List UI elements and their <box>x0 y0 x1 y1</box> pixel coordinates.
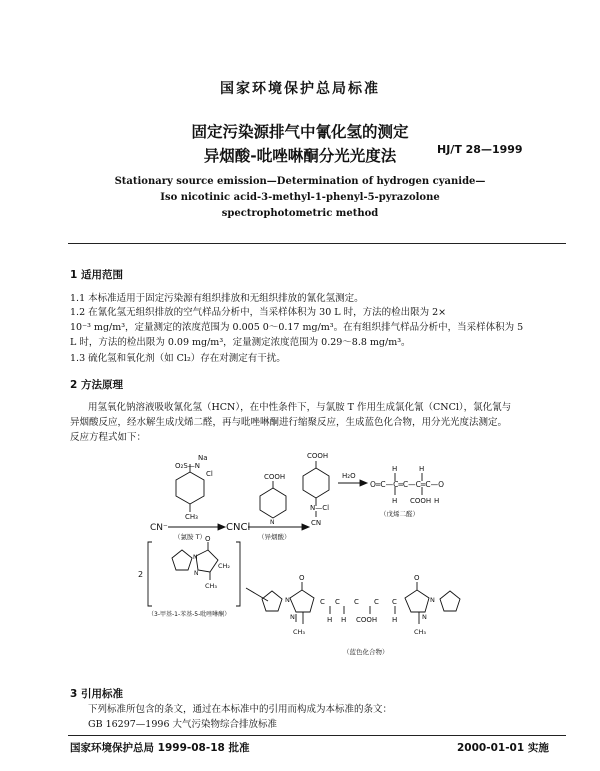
title-divider <box>68 243 566 244</box>
chloramine-t-caption: （氯胺 T） <box>174 533 207 541</box>
chain-c-1: C <box>320 598 325 606</box>
english-title-3: spectrophotometric method <box>221 208 379 219</box>
glutacon-caption: （戊烯二醛） <box>380 510 419 518</box>
h-label-bottom-3: H <box>434 497 440 505</box>
pyrazolone-ring <box>196 550 218 572</box>
cooh-label-1: COOH <box>264 473 286 481</box>
phenyl-ring-reagent <box>172 550 192 570</box>
n-label-reagent-1: N <box>193 554 198 561</box>
oxo-label-reagent: O <box>205 535 211 543</box>
clause-1-2-line-a: 1.2 在氰化氢无组织排放的空气样品分析中，当采样体积为 30 L 时，方法的检出限为 2× <box>70 307 447 318</box>
h-label-product-2: H <box>341 616 347 624</box>
reaction-arrow-1 <box>218 524 225 530</box>
title-line-1: 固定污染源排气中氰化氢的测定 <box>191 123 409 141</box>
n-label-right-1: N <box>430 596 435 604</box>
pyridine-ring-isonicotinic <box>260 488 286 518</box>
chloro-label-1: Cl <box>206 470 213 478</box>
implementation-date: 2000-01-01 实施 <box>457 742 549 754</box>
methyl-label-right: CH₃ <box>414 628 427 636</box>
pyridinium-ring <box>303 468 329 498</box>
cyanogen-chloride-label: CNCl <box>226 522 251 533</box>
clause-1-2-line-b: 10⁻³ mg/m³，定量测定的浓度范围为 0.005 0～0.17 mg/m³。在有组织排气样品分析中，当采样体积为 5 <box>70 322 524 333</box>
reaction-arrow-3 <box>360 480 367 486</box>
reference-gb16297: GB 16297—1996 大气污染物综合排放标准 <box>88 719 278 730</box>
footer-divider <box>68 735 566 736</box>
section-3-heading: 3 引用标准 <box>70 688 123 700</box>
principle-line-c: 反应方程式如下： <box>70 432 147 443</box>
cooh-label-product: COOH <box>356 616 378 624</box>
chain-c-4: C <box>374 598 379 606</box>
n-label-left-1: N <box>285 596 290 604</box>
h-label-bottom-1: H <box>392 497 398 505</box>
english-title-2: Iso nicotinic acid-3-methyl-1-phenyl-5-pyrazolone <box>160 192 440 203</box>
glutacon-chain: O═C—C═C—C═C—O <box>370 480 445 489</box>
reaction-equation-diagram <box>130 446 510 671</box>
h-label-product-3: H <box>392 616 398 624</box>
isonicotinic-caption: （异烟酸） <box>258 533 291 541</box>
issuing-org-header: 国家环境保护总局标准 <box>220 81 380 97</box>
pyrazolone-ring-left <box>290 590 314 612</box>
h-label-product-1: H <box>327 616 333 624</box>
n-cl-label: N—Cl <box>310 504 330 512</box>
oxo-label-right: O <box>414 574 420 582</box>
title-line-2: 异烟酸-吡唑啉酮分光光度法 <box>203 147 397 165</box>
principle-line-b: 异烟酸反应，经水解生成戊烯二醛，再与吡唑啉酮进行缩聚反应，生成蓝色化合物，用分光光度法测定。 <box>70 417 508 428</box>
h-label-top-1: H <box>392 465 398 473</box>
cooh-label-2: COOH <box>307 452 329 460</box>
english-title-1: Stationary source emission—Determination of hydrogen cyanide— <box>114 176 486 187</box>
blue-compound-caption: （蓝色化合物） <box>343 648 389 656</box>
n-label-left-2: N <box>290 613 295 621</box>
reaction-arrow-2 <box>302 524 309 530</box>
phenyl-ring-product-right <box>440 591 460 611</box>
chain-c-5: C <box>392 598 397 606</box>
methyl-label-left: CH₃ <box>293 628 306 636</box>
methyl-label-1: CH₃ <box>185 513 198 521</box>
oxo-label-left: O <box>299 574 305 582</box>
reference-intro: 下列标准所包含的条文，通过在本标准中的引用而构成为本标准的条文： <box>88 704 393 715</box>
ch2-label: CH₂ <box>218 562 231 570</box>
methyl-label-2: CH₃ <box>205 582 218 590</box>
ring-n-label-1: N <box>270 519 275 526</box>
pyrazolone-ring-right <box>405 590 429 612</box>
pyrazolone-caption: （3-甲基-1-苯基-5-吡唑啉酮） <box>148 611 231 618</box>
phenyl-ring-product-left <box>262 591 282 611</box>
h-label-top-2: H <box>419 465 425 473</box>
principle-line-a: 用氢氧化钠溶液吸收氰化氢（HCN），在中性条件下，与氯胺 T 作用生成氯化氰（CNCl），氯化氰与 <box>88 402 512 413</box>
section-1-heading: 1 适用范围 <box>70 269 123 281</box>
chain-c-3: C <box>354 598 359 606</box>
approval-info: 国家环境保护总局 1999-08-18 批准 <box>70 742 250 754</box>
sulfonyl-n-label: O₂S—N <box>175 462 200 470</box>
standard-code: HJ/T 28—1999 <box>437 143 523 156</box>
clause-1-1: 1.1 本标准适用于固定污染源有组织排放和无组织排放的氰化氢测定。 <box>70 293 364 304</box>
benzene-ring-chloramine <box>176 472 204 504</box>
n-label-right-2: N <box>422 613 427 621</box>
section-2-heading: 2 方法原理 <box>70 379 123 391</box>
stoich-coefficient: 2 <box>138 570 144 579</box>
cn-substituent-label: CN <box>311 519 322 527</box>
sodium-label: Na <box>198 454 208 462</box>
cyanide-ion-label: CN⁻ <box>150 523 168 533</box>
clause-1-2-line-c: L 时，方法的检出限为 0.09 mg/m³，定量测定浓度范围为 0.29～8.8 mg/m³。 <box>70 337 411 348</box>
cooh-label-3: COOH <box>410 497 432 505</box>
chain-c-2: C <box>335 598 340 606</box>
clause-1-3: 1.3 硫化氢和氧化剂（如 Cl₂）存在对测定有干扰。 <box>70 353 286 364</box>
n-label-reagent-2: N <box>194 570 199 577</box>
water-label: H₂O <box>342 472 356 480</box>
